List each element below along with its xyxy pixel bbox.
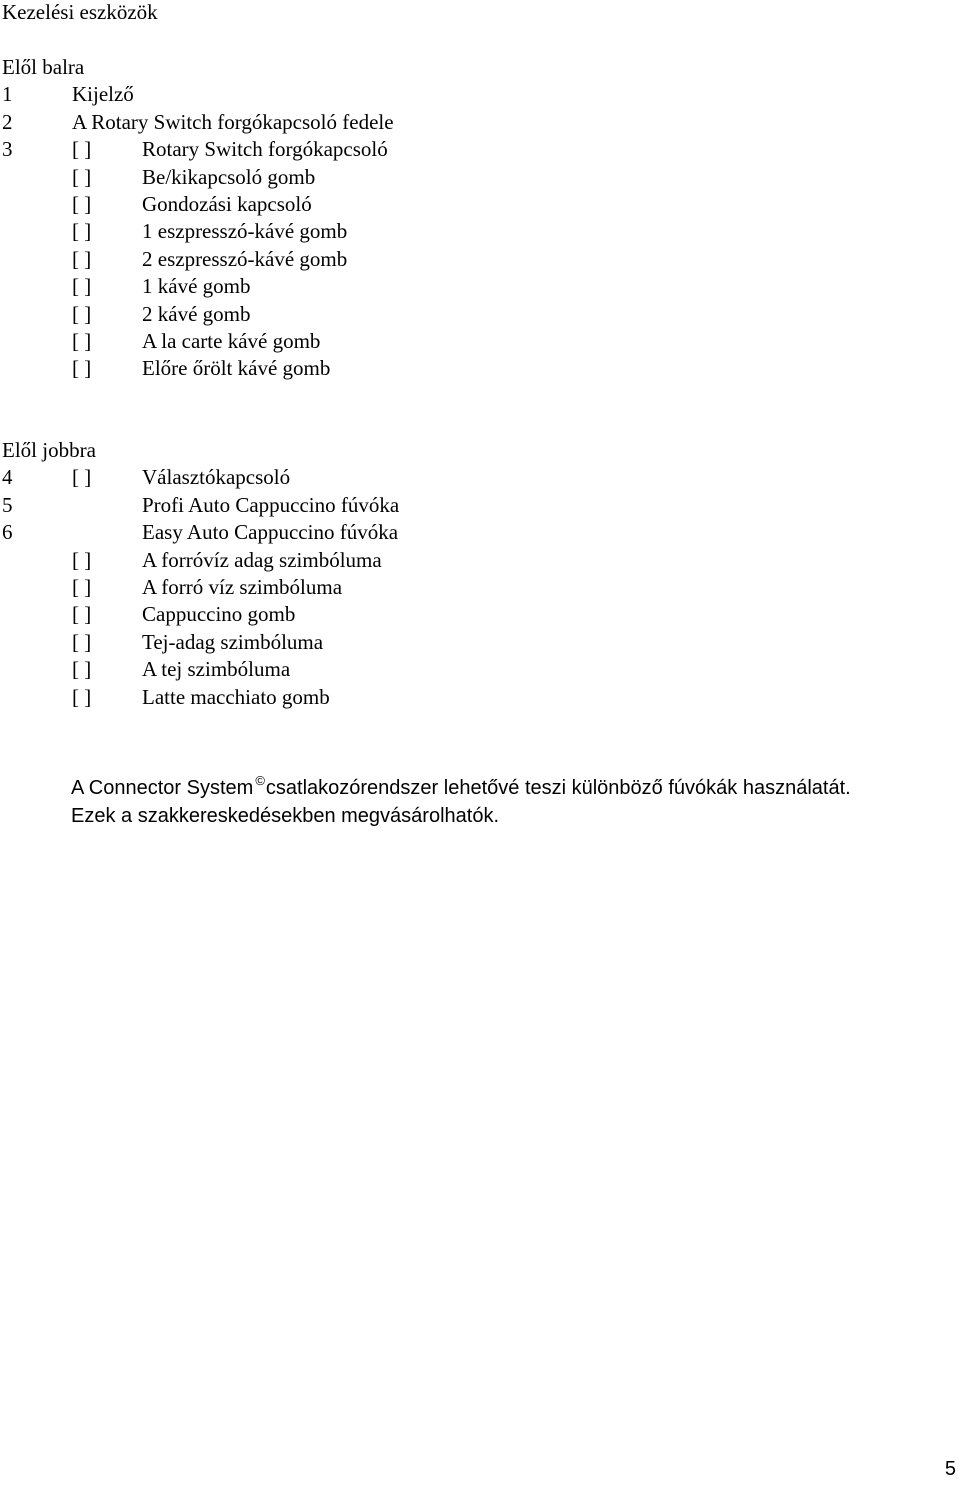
item-number: 5: [2, 492, 13, 517]
item-label: 1 eszpresszó-kávé gomb: [142, 219, 348, 244]
item-placeholder-brackets: [ ]: [72, 629, 92, 654]
copyright-icon: ©: [255, 773, 265, 788]
list-item: [2, 601, 296, 628]
item-number: 6: [2, 520, 13, 545]
list-item: [2, 328, 321, 355]
item-placeholder-brackets: [ ]: [72, 246, 92, 271]
item-number: 4: [2, 465, 13, 490]
item-label: A forró víz szimbóluma: [142, 574, 343, 599]
connector-notice-line-1: [71, 767, 851, 802]
list-item: [2, 492, 400, 519]
list-item: [2, 574, 343, 601]
connector-notice-text: csatlakozórendszer lehetővé teszi különböző fúvókák használatát.: [265, 777, 851, 799]
page-number: 5: [944, 1458, 956, 1480]
list-item: [2, 629, 324, 656]
item-label: A tej szimbóluma: [142, 657, 291, 682]
item-label: A forróvíz adag szimbóluma: [142, 547, 382, 572]
list-item: [2, 191, 312, 218]
list-item: [2, 246, 348, 273]
item-placeholder-brackets: [ ]: [72, 274, 92, 299]
item-label: Latte macchiato gomb: [142, 684, 330, 709]
connector-system-name: A Connector System: [71, 777, 254, 799]
item-placeholder-brackets: [ ]: [72, 657, 92, 682]
list-item: [2, 547, 382, 574]
item-label: Rotary Switch forgókapcsoló: [142, 137, 388, 162]
item-label: 1 kávé gomb: [142, 274, 251, 299]
list-item: [2, 273, 251, 300]
list-item: [2, 81, 134, 108]
item-label: Easy Auto Cappuccino fúvóka: [142, 520, 399, 545]
item-number: 1: [2, 82, 13, 107]
item-placeholder-brackets: [ ]: [72, 191, 92, 216]
list-item: [2, 136, 388, 163]
item-placeholder-brackets: [ ]: [72, 137, 92, 162]
list-item: [2, 464, 291, 491]
item-placeholder-brackets: [ ]: [72, 301, 92, 326]
item-placeholder-brackets: [ ]: [72, 547, 92, 572]
item-label: Előre őrölt kávé gomb: [142, 356, 331, 381]
item-label: Tej-adag szimbóluma: [142, 629, 324, 654]
list-item: [2, 355, 331, 382]
list-item: [2, 301, 251, 328]
item-label: A la carte kávé gomb: [142, 328, 321, 353]
front-right-list: [2, 464, 400, 711]
connector-notice-line-2: Ezek a szakkereskedésekben megvásárolhatók.: [71, 805, 500, 827]
item-label: 2 eszpresszó-kávé gomb: [142, 246, 348, 271]
item-placeholder-brackets: [ ]: [72, 574, 92, 599]
item-placeholder-brackets: [ ]: [72, 465, 92, 490]
item-label: Kijelző: [72, 82, 134, 107]
item-placeholder-brackets: [ ]: [72, 684, 92, 709]
item-placeholder-brackets: [ ]: [72, 219, 92, 244]
item-label: Gondozási kapcsoló: [142, 191, 312, 216]
list-item: [2, 519, 399, 546]
item-placeholder-brackets: [ ]: [72, 356, 92, 381]
list-item: [2, 164, 316, 191]
page-title: Kezelési eszközök: [2, 0, 158, 24]
list-item: [2, 684, 330, 711]
front-left-list: [2, 81, 394, 382]
front-left-heading: Elől balra: [2, 55, 85, 79]
item-placeholder-brackets: [ ]: [72, 602, 92, 627]
connector-system-notice: [71, 767, 851, 830]
item-label: 2 kávé gomb: [142, 301, 251, 326]
front-right-section: [2, 437, 400, 711]
item-label: Profi Auto Cappuccino fúvóka: [142, 492, 400, 517]
item-label: Be/kikapcsoló gomb: [142, 164, 316, 189]
item-number: 2: [2, 109, 13, 134]
front-left-section: [2, 54, 394, 383]
item-label: Választókapcsoló: [142, 465, 291, 490]
item-label: A Rotary Switch forgókapcsoló fedele: [72, 109, 394, 134]
item-number: 3: [2, 137, 13, 162]
item-placeholder-brackets: [ ]: [72, 164, 92, 189]
item-label: Cappuccino gomb: [142, 602, 296, 627]
front-right-heading: Elől jobbra: [2, 438, 96, 462]
item-placeholder-brackets: [ ]: [72, 328, 92, 353]
list-item: [2, 656, 291, 683]
list-item: [2, 218, 348, 245]
list-item: [2, 109, 394, 136]
